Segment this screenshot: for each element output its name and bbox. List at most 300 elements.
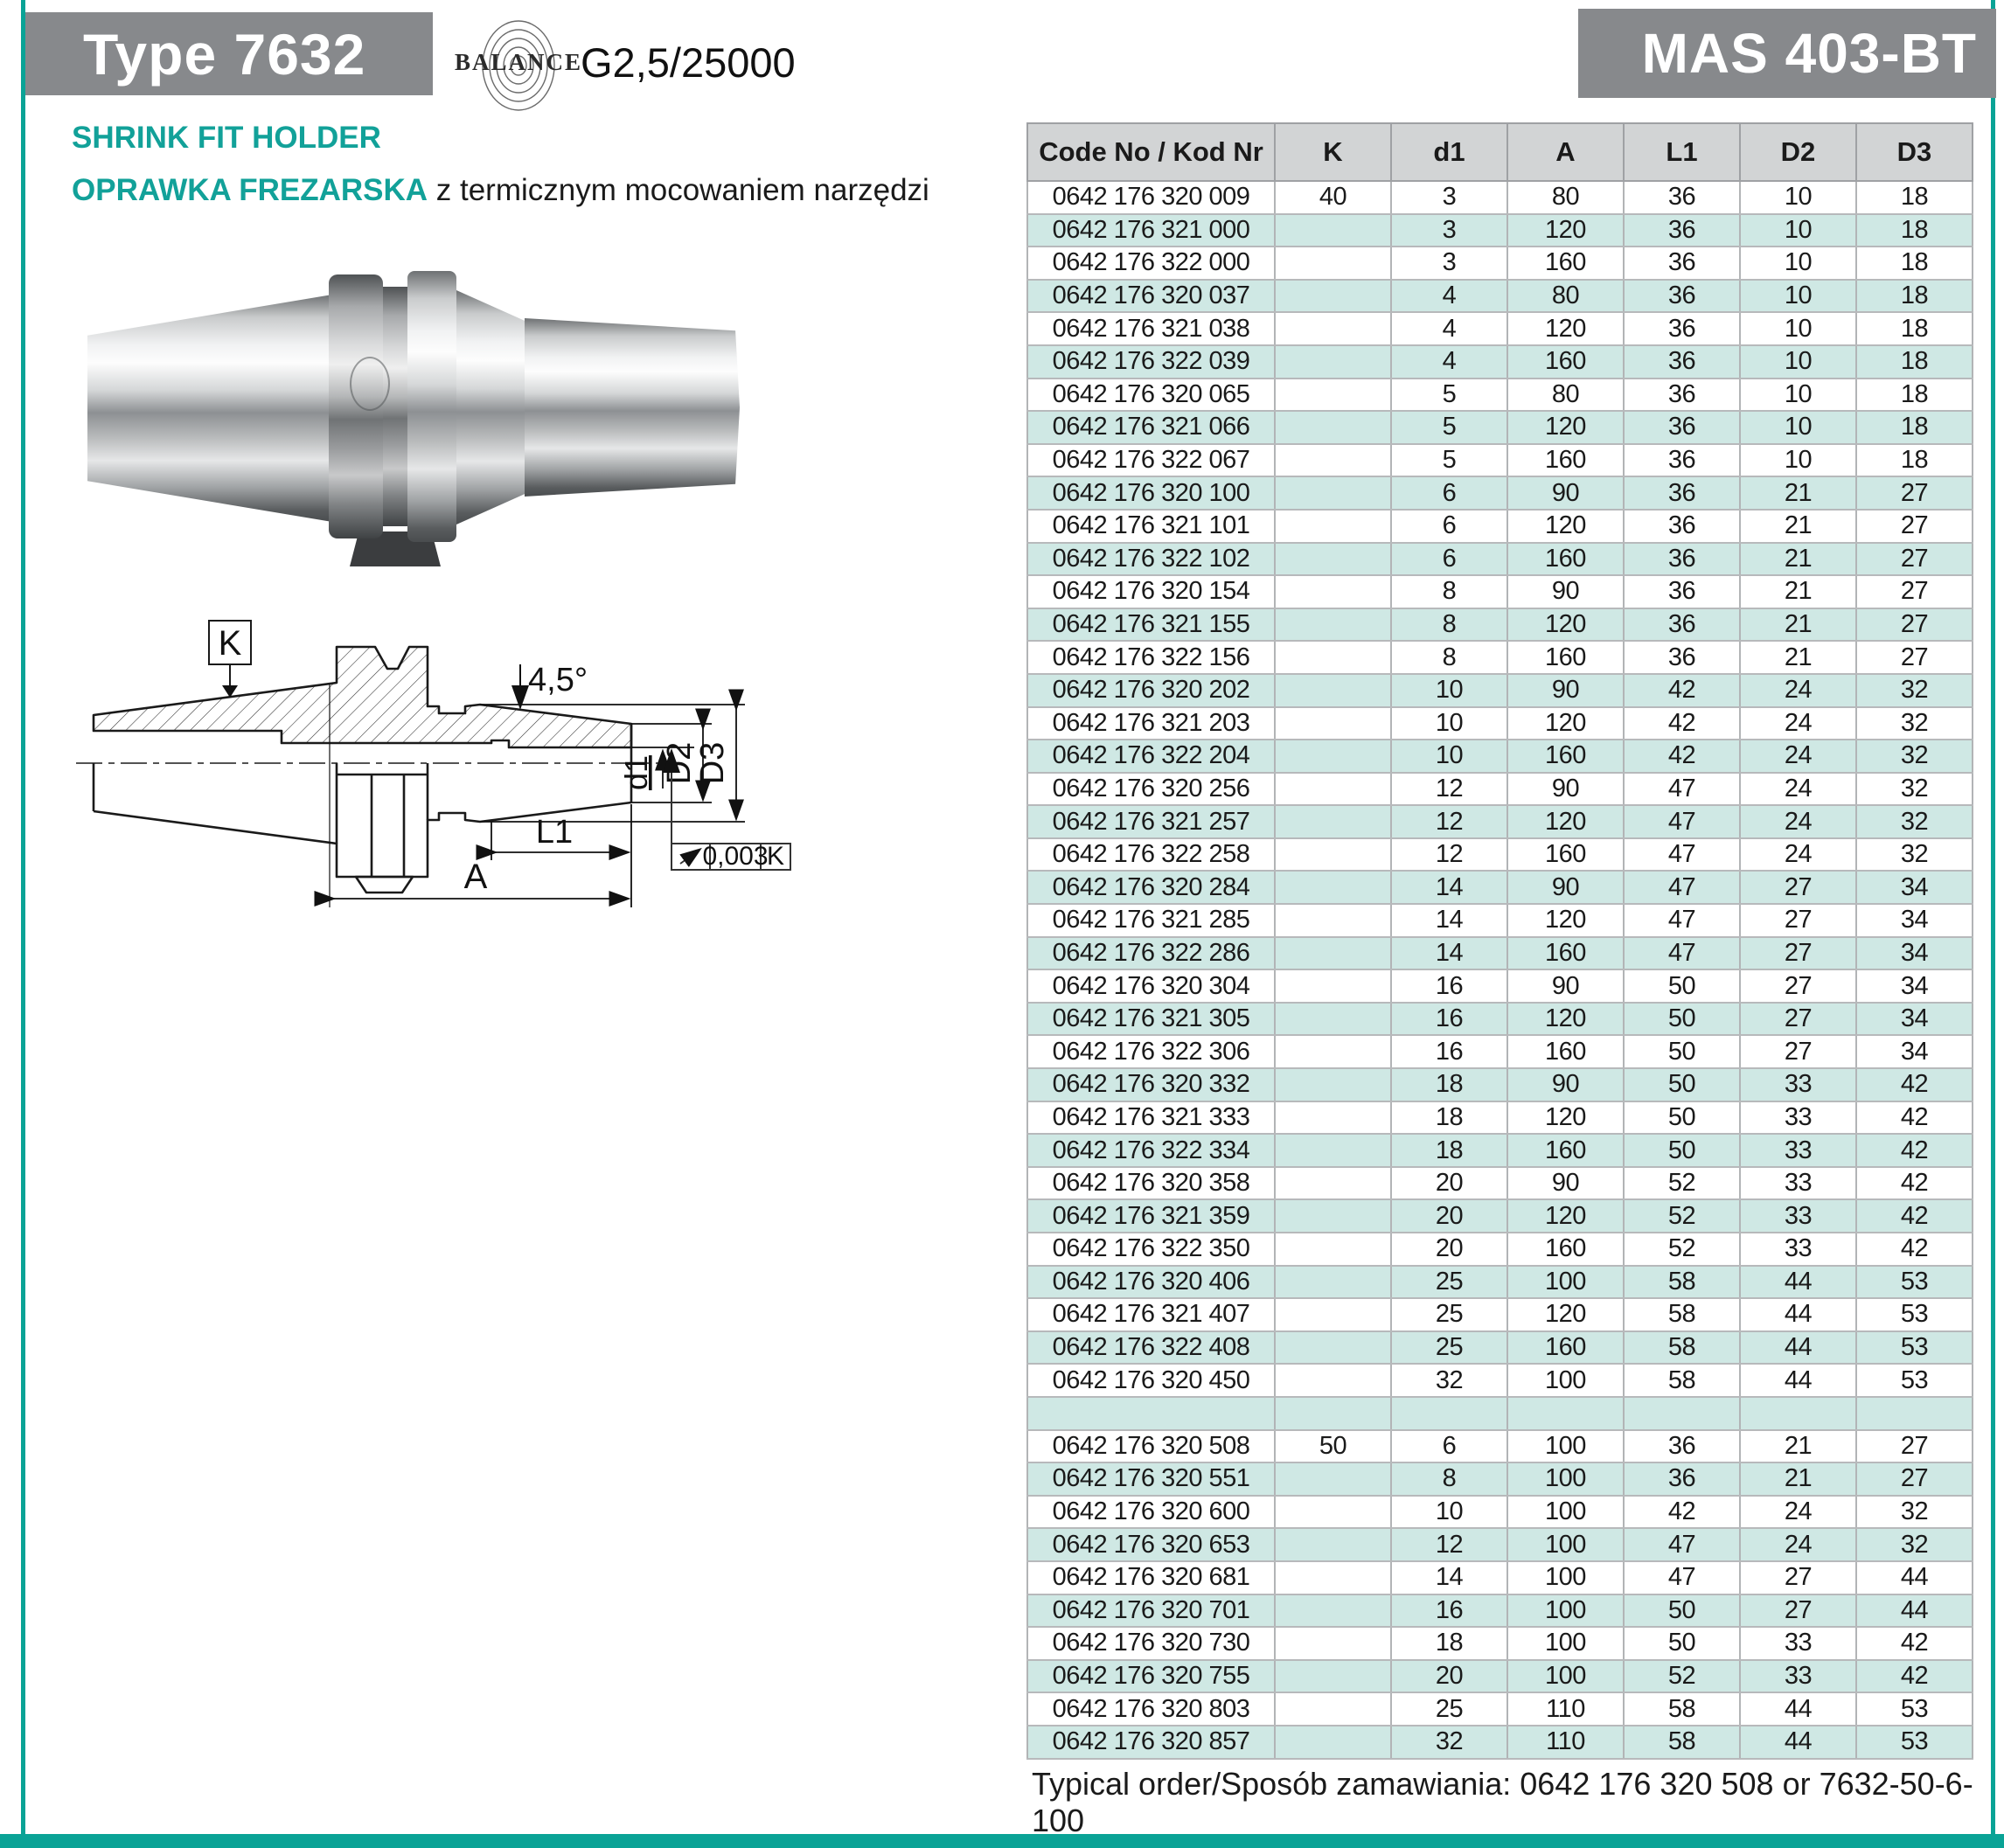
code-cell: 0642 176 321 305: [1027, 1003, 1275, 1036]
datum-k-label: K: [218, 624, 242, 663]
value-cell: 47: [1624, 1561, 1740, 1594]
value-cell: 24: [1740, 740, 1856, 773]
value-cell: 10: [1391, 707, 1507, 740]
value-cell: 36: [1624, 510, 1740, 543]
value-cell: [1275, 1298, 1391, 1331]
table-row: [1027, 1561, 1973, 1594]
table-row: [1027, 773, 1973, 806]
value-cell: [1275, 1627, 1391, 1660]
value-cell: 52: [1624, 1233, 1740, 1266]
value-cell: 21: [1740, 608, 1856, 642]
value-cell: 27: [1740, 937, 1856, 970]
value-cell: 3: [1391, 247, 1507, 280]
a-label: A: [463, 858, 488, 896]
value-cell: 10: [1740, 214, 1856, 247]
value-cell: 8: [1391, 608, 1507, 642]
subtitle-polish-rest: z termicznym mocowaniem narzędzi: [428, 173, 929, 207]
value-cell: 42: [1856, 1627, 1973, 1660]
value-cell: 50: [1624, 1101, 1740, 1135]
value-cell: [1275, 674, 1391, 707]
table-row: [1027, 1627, 1973, 1660]
value-cell: 120: [1507, 608, 1624, 642]
code-cell: 0642 176 320 857: [1027, 1726, 1275, 1759]
value-cell: 34: [1856, 871, 1973, 904]
value-cell: 42: [1856, 1167, 1973, 1200]
value-cell: [1275, 379, 1391, 412]
value-cell: 58: [1624, 1331, 1740, 1365]
code-cell: 0642 176 321 407: [1027, 1298, 1275, 1331]
value-cell: 36: [1624, 214, 1740, 247]
value-cell: 36: [1624, 608, 1740, 642]
value-cell: 4: [1391, 312, 1507, 345]
subtitle-polish-bold: OPRAWKA FREZARSKA: [72, 173, 428, 207]
value-cell: 160: [1507, 345, 1624, 379]
d1-label: d1: [618, 754, 654, 791]
value-cell: 18: [1391, 1068, 1507, 1101]
value-cell: 53: [1856, 1331, 1973, 1365]
value-cell: 110: [1507, 1726, 1624, 1759]
code-cell: 0642 176 321 101: [1027, 510, 1275, 543]
value-cell: 100: [1507, 1266, 1624, 1299]
value-cell: 24: [1740, 773, 1856, 806]
value-cell: 12: [1391, 773, 1507, 806]
value-cell: 120: [1507, 312, 1624, 345]
value-cell: 50: [1624, 969, 1740, 1003]
value-cell: 12: [1391, 1528, 1507, 1561]
value-cell: 24: [1740, 707, 1856, 740]
value-cell: [1275, 707, 1391, 740]
code-cell: 0642 176 320 755: [1027, 1660, 1275, 1693]
value-cell: 100: [1507, 1660, 1624, 1693]
value-cell: 44: [1740, 1364, 1856, 1397]
table-row: [1027, 444, 1973, 477]
value-cell: 32: [1856, 707, 1973, 740]
value-cell: 34: [1856, 1035, 1973, 1068]
value-cell: 36: [1624, 575, 1740, 608]
column-header: D2: [1740, 123, 1856, 181]
value-cell: [1275, 1199, 1391, 1233]
value-cell: 4: [1391, 345, 1507, 379]
code-cell: 0642 176 322 067: [1027, 444, 1275, 477]
spec-table: [1026, 122, 1973, 1760]
value-cell: 160: [1507, 247, 1624, 280]
value-cell: 21: [1740, 543, 1856, 576]
table-row: [1027, 1726, 1973, 1759]
value-cell: 10: [1740, 280, 1856, 313]
value-cell: 21: [1740, 510, 1856, 543]
subtitle-english: SHRINK FIT HOLDER: [72, 121, 381, 155]
value-cell: 18: [1391, 1101, 1507, 1135]
value-cell: 53: [1856, 1726, 1973, 1759]
table-row: [1027, 1199, 1973, 1233]
value-cell: 160: [1507, 543, 1624, 576]
value-cell: 6: [1391, 1430, 1507, 1463]
value-cell: 14: [1391, 871, 1507, 904]
value-cell: 36: [1624, 247, 1740, 280]
value-cell: 32: [1856, 838, 1973, 872]
value-cell: 21: [1740, 1462, 1856, 1496]
value-cell: 10: [1391, 674, 1507, 707]
value-cell: 21: [1740, 575, 1856, 608]
value-cell: 10: [1740, 247, 1856, 280]
value-cell: 34: [1856, 937, 1973, 970]
value-cell: 20: [1391, 1660, 1507, 1693]
value-cell: 100: [1507, 1594, 1624, 1628]
value-cell: 160: [1507, 740, 1624, 773]
table-row: [1027, 476, 1973, 510]
value-cell: 90: [1507, 969, 1624, 1003]
code-cell: 0642 176 320 358: [1027, 1167, 1275, 1200]
angle-dimension: [520, 662, 588, 706]
value-cell: 58: [1624, 1692, 1740, 1726]
value-cell: 12: [1391, 805, 1507, 838]
value-cell: 27: [1740, 1035, 1856, 1068]
code-cell: 0642 176 320 730: [1027, 1627, 1275, 1660]
datum-k-callout: [209, 621, 251, 698]
value-cell: 120: [1507, 214, 1624, 247]
value-cell: 18: [1856, 181, 1973, 214]
value-cell: 8: [1391, 641, 1507, 674]
value-cell: 36: [1624, 411, 1740, 444]
code-cell: 0642 176 320 551: [1027, 1462, 1275, 1496]
code-cell: 0642 176 321 038: [1027, 312, 1275, 345]
value-cell: 44: [1740, 1298, 1856, 1331]
value-cell: 24: [1740, 674, 1856, 707]
code-cell: 0642 176 320 332: [1027, 1068, 1275, 1101]
value-cell: 90: [1507, 674, 1624, 707]
value-cell: [1275, 1068, 1391, 1101]
value-cell: 53: [1856, 1298, 1973, 1331]
value-cell: 50: [1624, 1035, 1740, 1068]
value-cell: [1507, 1397, 1624, 1430]
value-cell: 40: [1275, 181, 1391, 214]
value-cell: 27: [1856, 1462, 1973, 1496]
value-cell: 47: [1624, 1528, 1740, 1561]
value-cell: [1275, 1167, 1391, 1200]
value-cell: 34: [1856, 969, 1973, 1003]
value-cell: 24: [1740, 1496, 1856, 1529]
code-cell: 0642 176 322 156: [1027, 641, 1275, 674]
runout-datum: K: [766, 842, 785, 871]
value-cell: 33: [1740, 1233, 1856, 1266]
value-cell: [1275, 1331, 1391, 1365]
value-cell: 160: [1507, 641, 1624, 674]
value-cell: 50: [1624, 1594, 1740, 1628]
value-cell: 3: [1391, 214, 1507, 247]
value-cell: 24: [1740, 838, 1856, 872]
code-cell: 0642 176 320 508: [1027, 1430, 1275, 1463]
code-cell: 0642 176 322 350: [1027, 1233, 1275, 1266]
code-cell: 0642 176 320 304: [1027, 969, 1275, 1003]
value-cell: [1275, 476, 1391, 510]
code-cell: 0642 176 321 285: [1027, 904, 1275, 937]
table-row: [1027, 1298, 1973, 1331]
value-cell: [1275, 1462, 1391, 1496]
value-cell: 14: [1391, 937, 1507, 970]
code-cell: 0642 176 320 701: [1027, 1594, 1275, 1628]
value-cell: 110: [1507, 1692, 1624, 1726]
value-cell: 160: [1507, 937, 1624, 970]
column-header: D3: [1856, 123, 1973, 181]
value-cell: 33: [1740, 1068, 1856, 1101]
value-cell: 18: [1856, 247, 1973, 280]
table-row: [1027, 1266, 1973, 1299]
value-cell: 160: [1507, 1331, 1624, 1365]
value-cell: 42: [1624, 1496, 1740, 1529]
value-cell: 160: [1507, 1035, 1624, 1068]
value-cell: 33: [1740, 1101, 1856, 1135]
table-row: [1027, 740, 1973, 773]
drawing-outline-lower: [94, 724, 631, 893]
code-cell: 0642 176 322 000: [1027, 247, 1275, 280]
column-header: d1: [1391, 123, 1507, 181]
table-row: [1027, 1594, 1973, 1628]
value-cell: 160: [1507, 1233, 1624, 1266]
value-cell: [1275, 740, 1391, 773]
value-cell: [1391, 1397, 1507, 1430]
value-cell: [1624, 1397, 1740, 1430]
subtitle-polish: [72, 173, 929, 208]
value-cell: 8: [1391, 1462, 1507, 1496]
value-cell: 120: [1507, 510, 1624, 543]
spec-table-body: [1027, 181, 1973, 1759]
column-header: A: [1507, 123, 1624, 181]
value-cell: 27: [1856, 641, 1973, 674]
table-row: [1027, 1364, 1973, 1397]
value-cell: 36: [1624, 641, 1740, 674]
value-cell: 18: [1856, 379, 1973, 412]
value-cell: 36: [1624, 444, 1740, 477]
table-row: [1027, 1233, 1973, 1266]
value-cell: 53: [1856, 1692, 1973, 1726]
table-row: [1027, 1035, 1973, 1068]
value-cell: [1275, 1726, 1391, 1759]
table-row: [1027, 247, 1973, 280]
code-cell: 0642 176 322 102: [1027, 543, 1275, 576]
table-row: [1027, 411, 1973, 444]
value-cell: 14: [1391, 904, 1507, 937]
value-cell: 18: [1856, 312, 1973, 345]
value-cell: 21: [1740, 476, 1856, 510]
value-cell: 120: [1507, 805, 1624, 838]
value-cell: 27: [1856, 476, 1973, 510]
value-cell: 14: [1391, 1561, 1507, 1594]
table-row: [1027, 805, 1973, 838]
value-cell: [1275, 641, 1391, 674]
value-cell: 120: [1507, 1101, 1624, 1135]
table-row: [1027, 904, 1973, 937]
value-cell: 100: [1507, 1496, 1624, 1529]
value-cell: 27: [1856, 575, 1973, 608]
code-cell: 0642 176 320 803: [1027, 1692, 1275, 1726]
value-cell: 5: [1391, 379, 1507, 412]
code-cell: 0642 176 320 154: [1027, 575, 1275, 608]
photo-taper-cone: [87, 295, 332, 522]
table-row: [1027, 1167, 1973, 1200]
code-cell: 0642 176 321 257: [1027, 805, 1275, 838]
value-cell: 100: [1507, 1364, 1624, 1397]
value-cell: [1275, 1496, 1391, 1529]
value-cell: 20: [1391, 1199, 1507, 1233]
value-cell: 10: [1740, 312, 1856, 345]
value-cell: 120: [1507, 1003, 1624, 1036]
value-cell: 90: [1507, 773, 1624, 806]
value-cell: 120: [1507, 904, 1624, 937]
value-cell: 10: [1740, 379, 1856, 412]
value-cell: 32: [1856, 773, 1973, 806]
value-cell: 120: [1507, 1199, 1624, 1233]
value-cell: 10: [1740, 411, 1856, 444]
left-accent-rule: [21, 0, 25, 1834]
value-cell: 10: [1740, 345, 1856, 379]
standard-label: MAS 403-BT: [1641, 22, 1977, 85]
table-row: [1027, 1331, 1973, 1365]
value-cell: 18: [1856, 280, 1973, 313]
table-row: [1027, 1397, 1973, 1430]
value-cell: 5: [1391, 444, 1507, 477]
code-cell: 0642 176 320 009: [1027, 181, 1275, 214]
value-cell: 42: [1856, 1199, 1973, 1233]
table-row: [1027, 674, 1973, 707]
value-cell: 52: [1624, 1167, 1740, 1200]
value-cell: [1275, 1660, 1391, 1693]
value-cell: [1275, 345, 1391, 379]
value-cell: 10: [1740, 181, 1856, 214]
value-cell: [1275, 411, 1391, 444]
value-cell: 24: [1740, 805, 1856, 838]
code-cell: 0642 176 322 408: [1027, 1331, 1275, 1365]
value-cell: 34: [1856, 904, 1973, 937]
value-cell: 36: [1624, 345, 1740, 379]
value-cell: 16: [1391, 1003, 1507, 1036]
technical-drawing: [45, 601, 804, 918]
table-row: [1027, 1692, 1973, 1726]
value-cell: [1740, 1397, 1856, 1430]
value-cell: 90: [1507, 476, 1624, 510]
runout-value: 0,003: [702, 842, 769, 871]
value-cell: 3: [1391, 181, 1507, 214]
value-cell: 33: [1740, 1167, 1856, 1200]
code-cell: 0642 176 322 204: [1027, 740, 1275, 773]
table-row: [1027, 641, 1973, 674]
column-header: K: [1275, 123, 1391, 181]
value-cell: 44: [1740, 1331, 1856, 1365]
value-cell: 32: [1856, 1496, 1973, 1529]
code-cell: 0642 176 321 000: [1027, 214, 1275, 247]
value-cell: 58: [1624, 1298, 1740, 1331]
value-cell: 27: [1856, 543, 1973, 576]
photo-neck-taper: [456, 290, 525, 525]
value-cell: 18: [1856, 214, 1973, 247]
value-cell: 47: [1624, 773, 1740, 806]
value-cell: 32: [1856, 740, 1973, 773]
value-cell: 36: [1624, 280, 1740, 313]
value-cell: 27: [1740, 1561, 1856, 1594]
standard-header-box: [1578, 9, 1996, 98]
value-cell: [1275, 1003, 1391, 1036]
value-cell: 47: [1624, 838, 1740, 872]
table-row: [1027, 1101, 1973, 1135]
table-row: [1027, 1660, 1973, 1693]
value-cell: [1275, 805, 1391, 838]
angle-label: 4,5°: [528, 662, 588, 698]
value-cell: 42: [1856, 1134, 1973, 1167]
value-cell: [1275, 969, 1391, 1003]
product-photo: [87, 247, 752, 570]
page-title: Type 7632: [83, 21, 366, 87]
value-cell: 20: [1391, 1233, 1507, 1266]
value-cell: 100: [1507, 1528, 1624, 1561]
value-cell: 52: [1624, 1199, 1740, 1233]
value-cell: 58: [1624, 1266, 1740, 1299]
value-cell: 42: [1856, 1101, 1973, 1135]
value-cell: 18: [1856, 411, 1973, 444]
value-cell: [1275, 1035, 1391, 1068]
value-cell: 25: [1391, 1331, 1507, 1365]
value-cell: [1275, 247, 1391, 280]
value-cell: [1275, 608, 1391, 642]
value-cell: 27: [1740, 1003, 1856, 1036]
table-row: [1027, 1068, 1973, 1101]
value-cell: 36: [1624, 181, 1740, 214]
value-cell: 21: [1740, 1430, 1856, 1463]
value-cell: [1275, 510, 1391, 543]
value-cell: 27: [1856, 1430, 1973, 1463]
d3-label: D3: [694, 741, 731, 785]
photo-shrink-nose: [525, 318, 740, 497]
value-cell: 33: [1740, 1627, 1856, 1660]
code-cell: 0642 176 322 258: [1027, 838, 1275, 872]
value-cell: 50: [1624, 1003, 1740, 1036]
value-cell: 36: [1624, 476, 1740, 510]
value-cell: [1275, 543, 1391, 576]
value-cell: 36: [1624, 379, 1740, 412]
code-cell: 0642 176 320 284: [1027, 871, 1275, 904]
table-row: [1027, 543, 1973, 576]
table-row: [1027, 214, 1973, 247]
value-cell: 120: [1507, 411, 1624, 444]
table-row: [1027, 280, 1973, 313]
value-cell: [1275, 871, 1391, 904]
value-cell: [1275, 1528, 1391, 1561]
value-cell: 34: [1856, 1003, 1973, 1036]
value-cell: 8: [1391, 575, 1507, 608]
code-cell: 0642 176 320 653: [1027, 1528, 1275, 1561]
photo-flange-ring-rear: [407, 271, 456, 542]
value-cell: 32: [1856, 674, 1973, 707]
value-cell: 90: [1507, 871, 1624, 904]
type-header-box: [25, 12, 433, 95]
value-cell: [1275, 904, 1391, 937]
code-cell: 0642 176 321 333: [1027, 1101, 1275, 1135]
value-cell: [1275, 1134, 1391, 1167]
value-cell: 32: [1391, 1364, 1507, 1397]
value-cell: 36: [1624, 543, 1740, 576]
value-cell: 52: [1624, 1660, 1740, 1693]
value-cell: 27: [1740, 969, 1856, 1003]
value-cell: [1275, 1594, 1391, 1628]
value-cell: 47: [1624, 937, 1740, 970]
value-cell: 18: [1391, 1627, 1507, 1660]
code-cell: 0642 176 320 450: [1027, 1364, 1275, 1397]
table-row: [1027, 1496, 1973, 1529]
table-row: [1027, 1003, 1973, 1036]
value-cell: 47: [1624, 805, 1740, 838]
value-cell: [1275, 773, 1391, 806]
code-cell: 0642 176 321 359: [1027, 1199, 1275, 1233]
value-cell: 53: [1856, 1266, 1973, 1299]
value-cell: [1275, 1101, 1391, 1135]
